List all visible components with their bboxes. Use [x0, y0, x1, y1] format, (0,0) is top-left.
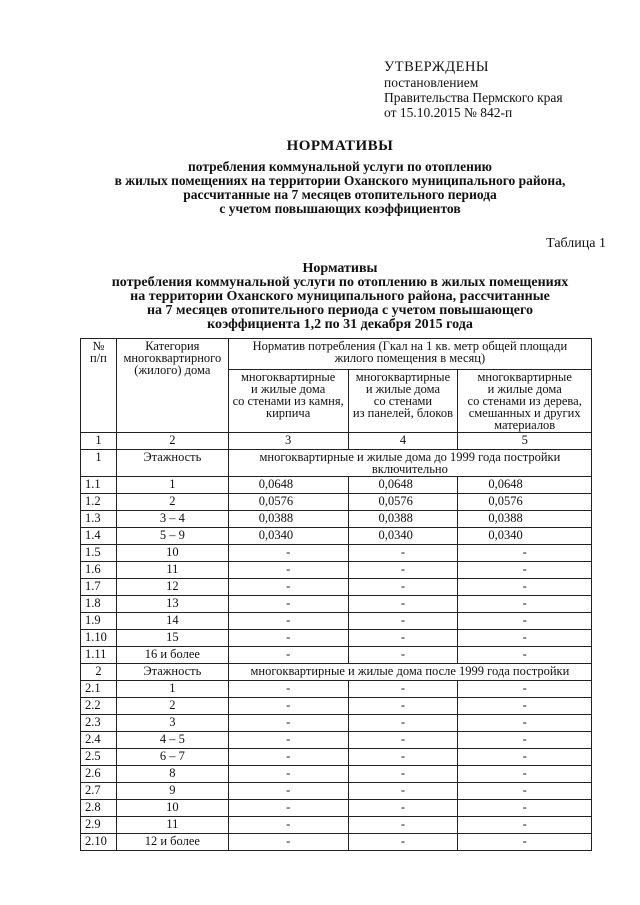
approval-stamp [384, 60, 624, 120]
value-wood-mixed: - [458, 783, 592, 800]
value-wood-mixed: - [458, 698, 592, 715]
header-text: со стенами из камня, [232, 394, 344, 408]
table-title-line: потребления коммунальной услуги по отоплению в жилых помещениях [111, 275, 569, 290]
table-row [81, 477, 592, 494]
section-caption-line: многоквартирные и жилые дома до 1999 года постройки [259, 450, 561, 464]
value-stone-brick: - [228, 647, 348, 664]
row-num: 1.5 [81, 545, 117, 562]
value-panel-block: - [348, 732, 458, 749]
row-category: 9 [116, 783, 228, 800]
value-panel-block: - [348, 596, 458, 613]
table-row [81, 545, 592, 562]
table-row [81, 766, 592, 783]
header-text: жилого помещения в месяц) [334, 351, 486, 365]
row-category: 1 [116, 477, 228, 494]
value-stone-brick: - [228, 630, 348, 647]
value-panel-block: - [348, 715, 458, 732]
row-num: 1.6 [81, 562, 117, 579]
row-category: 3 [116, 715, 228, 732]
value-wood-mixed: - [458, 800, 592, 817]
table-title-line: коэффициента 1,2 по 31 декабря 2015 года [207, 317, 473, 332]
column-number: 1 [81, 433, 117, 450]
value-stone-brick: - [228, 596, 348, 613]
section-caption [228, 450, 591, 477]
subtitle-line: в жилых помещениях на территории Оханского муниципального района, [114, 173, 566, 188]
column-number: 4 [348, 433, 458, 450]
value-wood-mixed: - [458, 596, 592, 613]
approval-line: от 15.10.2015 № 842-п [384, 105, 513, 120]
row-num: 1.2 [81, 494, 117, 511]
value-stone-brick: - [228, 800, 348, 817]
value-stone-brick: - [228, 766, 348, 783]
table-row [81, 817, 592, 834]
row-category: 10 [116, 800, 228, 817]
header-num [81, 339, 117, 433]
row-category: 11 [116, 562, 228, 579]
value-wood-mixed: 0,0648 [458, 477, 592, 494]
table-row [81, 834, 592, 851]
value-stone-brick: - [228, 783, 348, 800]
value-panel-block: - [348, 817, 458, 834]
row-num: 1.8 [81, 596, 117, 613]
row-category: 2 [116, 698, 228, 715]
row-category: 10 [116, 545, 228, 562]
section-row [81, 664, 592, 681]
table-row [81, 579, 592, 596]
table-row [81, 698, 592, 715]
section-name: Этажность [116, 450, 228, 477]
value-wood-mixed: 0,0340 [458, 528, 592, 545]
row-num: 2.6 [81, 766, 117, 783]
row-num: 2.9 [81, 817, 117, 834]
table-row [81, 630, 592, 647]
header-text: многоквартирные [240, 370, 336, 384]
header-text: и жилые дома [251, 382, 326, 396]
value-wood-mixed: - [458, 647, 592, 664]
value-stone-brick: - [228, 579, 348, 596]
value-panel-block: - [348, 698, 458, 715]
table-title [60, 262, 620, 332]
value-panel-block: - [348, 800, 458, 817]
column-number: 5 [458, 433, 592, 450]
row-num: 2.1 [81, 681, 117, 698]
approval-line: постановлением [384, 75, 479, 90]
value-panel-block: - [348, 545, 458, 562]
value-wood-mixed: - [458, 834, 592, 851]
table-title-line: на 7 месяцев отопительного периода с учетом повышающего [146, 303, 534, 318]
column-number: 2 [116, 433, 228, 450]
section-caption-line: многоквартирные и жилые дома после 1999 года постройки [250, 664, 570, 678]
value-wood-mixed: - [458, 613, 592, 630]
table-label: Таблица 1 [546, 236, 606, 251]
value-panel-block: - [348, 647, 458, 664]
header-text: кирпича [266, 406, 311, 420]
value-stone-brick: - [228, 613, 348, 630]
header-text: Категория [145, 339, 200, 353]
table-row [81, 715, 592, 732]
value-wood-mixed: - [458, 766, 592, 783]
row-num: 1.10 [81, 630, 117, 647]
subtitle-line: рассчитанные на 7 месяцев отопительного периода [183, 187, 497, 202]
section-caption-line: включительно [371, 462, 448, 476]
header-text: из панелей, блоков [352, 406, 453, 420]
header-panel-block [348, 370, 458, 433]
row-num: 1.7 [81, 579, 117, 596]
value-panel-block: - [348, 579, 458, 596]
row-category: 4 – 5 [116, 732, 228, 749]
document-subtitle [60, 160, 620, 216]
value-stone-brick: - [228, 749, 348, 766]
value-wood-mixed: - [458, 817, 592, 834]
value-panel-block: 0,0340 [348, 528, 458, 545]
row-num: 1.9 [81, 613, 117, 630]
table-row [81, 562, 592, 579]
value-panel-block: 0,0576 [348, 494, 458, 511]
table-row [81, 494, 592, 511]
row-num: 2.3 [81, 715, 117, 732]
header-text: многоквартирного [123, 351, 222, 365]
value-wood-mixed: - [458, 732, 592, 749]
table-row [81, 528, 592, 545]
row-num: 2.7 [81, 783, 117, 800]
table-row [81, 783, 592, 800]
row-num: 2.2 [81, 698, 117, 715]
section-num: 1 [81, 450, 117, 477]
value-panel-block: - [348, 834, 458, 851]
table-row [81, 596, 592, 613]
value-wood-mixed: - [458, 630, 592, 647]
header-text: и жилые дома [487, 382, 562, 396]
value-wood-mixed: 0,0388 [458, 511, 592, 528]
header-text: многоквартирные [355, 370, 451, 384]
table-title-line: Нормативы [302, 261, 378, 276]
table-row [81, 511, 592, 528]
value-wood-mixed: - [458, 562, 592, 579]
header-norm [228, 339, 591, 370]
approval-title: УТВЕРЖДЕНЫ [384, 59, 490, 75]
header-text: (жилого) дома [134, 363, 211, 377]
value-panel-block: - [348, 562, 458, 579]
row-category: 2 [116, 494, 228, 511]
subtitle-line: потребления коммунальной услуги по отоплению [188, 159, 492, 174]
row-num: 1.11 [81, 647, 117, 664]
section-caption [228, 664, 591, 681]
value-stone-brick: - [228, 817, 348, 834]
row-category: 1 [116, 681, 228, 698]
row-num: 2.10 [81, 834, 117, 851]
header-text: смешанных и других [468, 406, 581, 420]
header-text: со стенами из дерева, [467, 394, 582, 408]
value-wood-mixed: - [458, 749, 592, 766]
document-title: НОРМАТИВЫ [286, 138, 394, 154]
header-category [116, 339, 228, 433]
row-category: 12 и более [116, 834, 228, 851]
subtitle-line: с учетом повышающих коэффициентов [219, 201, 461, 216]
row-category: 8 [116, 766, 228, 783]
section-name: Этажность [116, 664, 228, 681]
row-category: 5 – 9 [116, 528, 228, 545]
value-stone-brick: - [228, 732, 348, 749]
row-category: 15 [116, 630, 228, 647]
section-num: 2 [81, 664, 117, 681]
header-text: многоквартирные [477, 370, 572, 384]
value-wood-mixed: - [458, 579, 592, 596]
value-wood-mixed: - [458, 681, 592, 698]
row-num: 1.3 [81, 511, 117, 528]
row-category: 16 и более [116, 647, 228, 664]
table-title-line: на территории Оханского муниципального района, рассчитанные [130, 289, 550, 304]
value-stone-brick: 0,0388 [228, 511, 348, 528]
value-stone-brick: - [228, 715, 348, 732]
value-stone-brick: 0,0648 [228, 477, 348, 494]
value-stone-brick: 0,0576 [228, 494, 348, 511]
header-stone-brick [228, 370, 348, 433]
row-category: 3 – 4 [116, 511, 228, 528]
value-panel-block: - [348, 783, 458, 800]
value-panel-block: - [348, 630, 458, 647]
value-panel-block: - [348, 749, 458, 766]
column-number: 3 [228, 433, 348, 450]
value-stone-brick: - [228, 562, 348, 579]
approval-line: Правительства Пермского края [384, 90, 563, 105]
value-stone-brick: - [228, 698, 348, 715]
row-num: 1.1 [81, 477, 117, 494]
norms-table [80, 338, 592, 851]
value-stone-brick: - [228, 681, 348, 698]
header-text: № [92, 339, 105, 353]
row-category: 12 [116, 579, 228, 596]
value-wood-mixed: 0,0576 [458, 494, 592, 511]
row-category: 13 [116, 596, 228, 613]
header-wood-mixed [458, 370, 592, 433]
table-row [81, 732, 592, 749]
row-num: 2.5 [81, 749, 117, 766]
header-text: и жилые дома [365, 382, 441, 396]
row-num: 1.4 [81, 528, 117, 545]
value-panel-block: - [348, 613, 458, 630]
value-stone-brick: - [228, 545, 348, 562]
header-text: п/п [90, 351, 107, 365]
row-category: 11 [116, 817, 228, 834]
value-panel-block: - [348, 766, 458, 783]
column-numbers-row [81, 433, 592, 450]
table-row [81, 681, 592, 698]
header-text: Норматив потребления (Гкал на 1 кв. метр общей площади [252, 339, 568, 353]
table-row [81, 613, 592, 630]
value-stone-brick: 0,0340 [228, 528, 348, 545]
value-stone-brick: - [228, 834, 348, 851]
row-category: 6 – 7 [116, 749, 228, 766]
table-row [81, 647, 592, 664]
value-panel-block: - [348, 681, 458, 698]
table-row [81, 800, 592, 817]
row-num: 2.4 [81, 732, 117, 749]
section-row [81, 450, 592, 477]
value-panel-block: 0,0648 [348, 477, 458, 494]
value-wood-mixed: - [458, 545, 592, 562]
value-panel-block: 0,0388 [348, 511, 458, 528]
row-num: 2.8 [81, 800, 117, 817]
row-category: 14 [116, 613, 228, 630]
header-text: со стенами [373, 394, 433, 408]
header-text: материалов [494, 418, 556, 432]
table-row [81, 749, 592, 766]
value-wood-mixed: - [458, 715, 592, 732]
